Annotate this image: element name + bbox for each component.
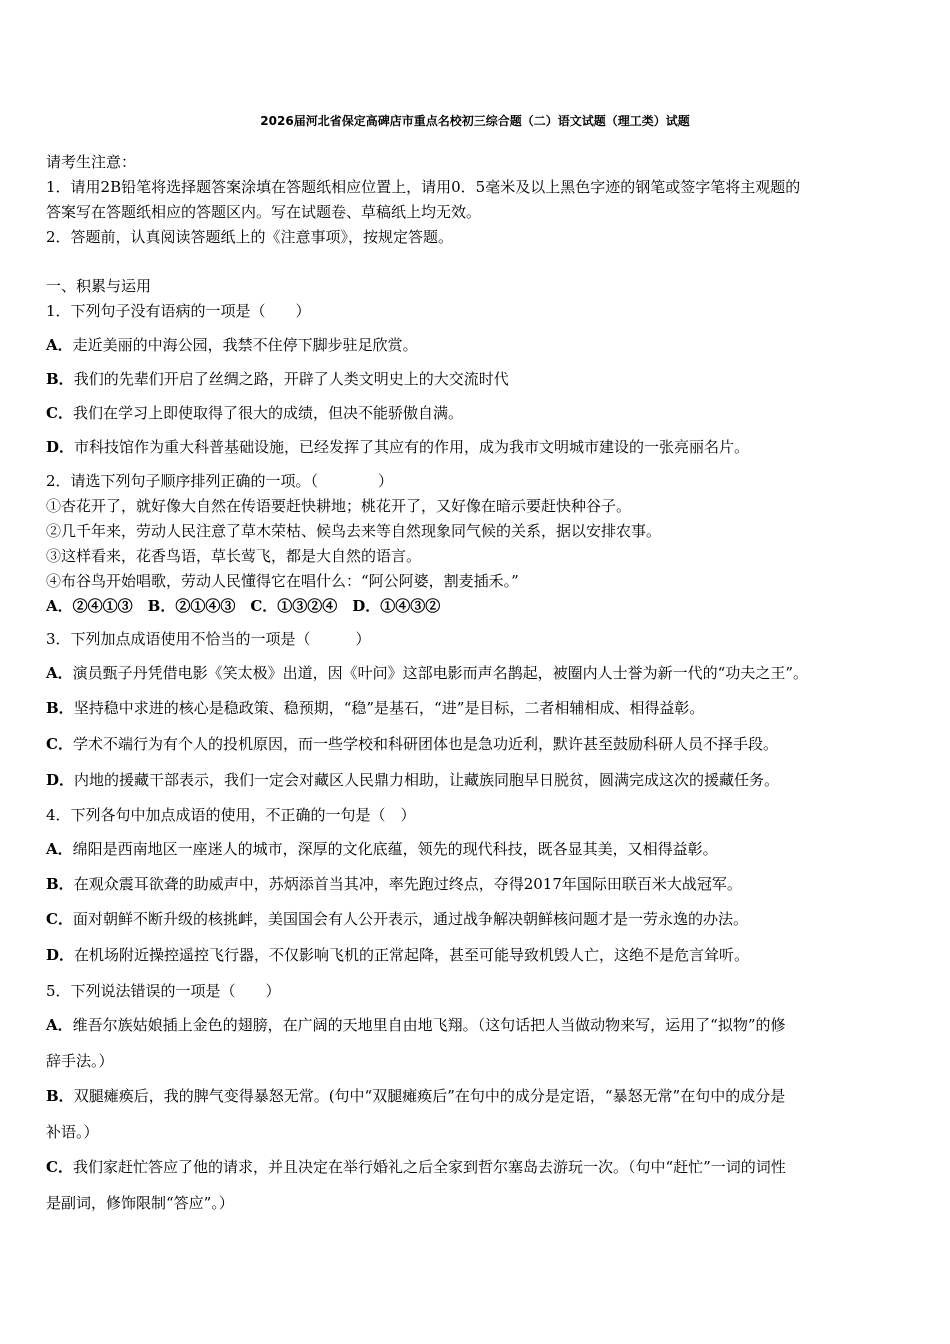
option-text: 绵阳是西南地区一座迷人的城市，深厚的文化底蕴，领先的现代科技，既各显其美，又相得益彰。 — [72, 840, 718, 858]
option-label: B． — [46, 370, 74, 388]
question-3-option-c — [46, 734, 778, 754]
question-5-option-b-line-1 — [46, 1086, 785, 1106]
question-4-option-a — [46, 839, 718, 859]
question-4-option-b — [46, 874, 742, 894]
question-3-option-b — [46, 698, 704, 718]
question-5-option-c-line-1 — [46, 1157, 786, 1177]
option-label: B． — [46, 699, 74, 717]
question-2-stem: 2．请选下列句子顺序排列正确的一项。（ ） — [46, 472, 394, 490]
question-5-option-a-line-2: 辞手法。） — [46, 1052, 114, 1070]
question-2-sentence-4: ④布谷鸟开始唱歌，劳动人民懂得它在唱什么：“阿公阿婆，割麦插禾。” — [46, 572, 519, 590]
option-label: A． — [46, 664, 73, 682]
option-text: 走近美丽的中海公园，我禁不住停下脚步驻足欣赏。 — [72, 336, 418, 354]
option-text: 坚持稳中求进的核心是稳政策、稳预期，“稳”是基石，“进”是目标，二者相辅相成、相得益彰。 — [73, 699, 705, 717]
question-3-option-d — [46, 770, 779, 790]
option-text: 学术不端行为有个人的投机原因，而一些学校和科研团体也是急功近利，默许甚至鼓励科研人员不择手段。 — [72, 735, 778, 753]
section-heading: 一、积累与运用 — [46, 277, 152, 295]
option-label: C． — [46, 404, 73, 422]
option-text: 演员甄子丹凭借电影《笑太极》出道，因《叶问》这部电影而声名鹊起，被圈内人士誉为新一代的“功夫之王”。 — [72, 664, 808, 682]
option-text: 双腿瘫痪后，我的脾气变得暴怒无常。(句中“双腿瘫痪后”在句中的成分是定语，“暴怒无常”在句中的成分是 — [73, 1087, 786, 1105]
question-2-sentence-1: ①杏花开了，就好像大自然在传语要赶快耕地；桃花开了，又好像在暗示要赶快种谷子。 — [46, 497, 632, 515]
notice-item-2: 2．答题前，认真阅读答题纸上的《注意事项》，按规定答题。 — [46, 228, 454, 246]
option-label: D． — [46, 771, 75, 789]
option-text: 在观众震耳欲聋的助威声中，苏炳添首当其冲，率先跑过终点，夺得2017年国际田联百米大战冠军。 — [73, 875, 742, 893]
question-1-option-a — [46, 335, 418, 355]
question-5-option-b-line-2: 补语。） — [46, 1123, 99, 1141]
option-label: D． — [46, 946, 75, 964]
option-label: B． — [46, 875, 74, 893]
option-label: B． — [46, 1087, 74, 1105]
option-label: C． — [46, 910, 73, 928]
option-text: 市科技馆作为重大科普基础设施，已经发挥了其应有的作用，成为我市文明城市建设的一张亮丽名片。 — [74, 438, 750, 456]
question-2-answers: A．②④①③ B．②①④③ C．①③②④ D．①④③② — [46, 597, 441, 615]
question-4-option-c — [46, 909, 748, 929]
question-3-stem: 3．下列加点成语使用不恰当的一项是（ ） — [46, 630, 371, 648]
option-text: 我们家赶忙答应了他的请求，并且决定在举行婚礼之后全家到哲尔塞岛去游玩一次。（句中“赶忙”一词的词性 — [72, 1158, 786, 1176]
question-5-stem: 5．下列说法错误的一项是（ ） — [46, 982, 281, 1000]
option-label: C． — [46, 735, 73, 753]
option-text: 内地的援藏干部表示，我们一定会对藏区人民鼎力相助，让藏族同胞早日脱贫，圆满完成这次的援藏任务。 — [74, 771, 780, 789]
question-4-stem: 4．下列各句中加点成语的使用，不正确的一句是（ ） — [46, 806, 416, 824]
option-label: A． — [46, 336, 73, 354]
option-text: 在机场附近操控遥控飞行器，不仅影响飞机的正常起降，甚至可能导致机毁人亡，这绝不是危言耸听。 — [74, 946, 750, 964]
option-text: 面对朝鲜不断升级的核挑衅，美国国会有人公开表示，通过战争解决朝鲜核问题才是一劳永逸的办法。 — [72, 910, 748, 928]
notice-heading: 请考生注意： — [46, 153, 137, 171]
document-title: 2026届河北省保定高碑店市重点名校初三综合题（二）语文试题（理工类）试题 — [260, 114, 690, 128]
question-2-sentence-2: ②几千年来，劳动人民注意了草木荣枯、候鸟去来等自然现象同气候的关系，据以安排农事。 — [46, 522, 662, 540]
question-3-option-a — [46, 663, 808, 683]
question-1-stem: 1．下列句子没有语病的一项是（ ） — [46, 302, 311, 320]
question-1-option-d — [46, 437, 749, 457]
option-text: 维吾尔族姑娘插上金色的翅膀，在广阔的天地里自由地飞翔。（这句话把人当做动物来写，运用了“拟物”的修 — [72, 1016, 786, 1034]
option-text: 我们在学习上即使取得了很大的成绩，但决不能骄傲自满。 — [72, 404, 463, 422]
question-4-option-d — [46, 945, 749, 965]
question-5-option-a-line-1 — [46, 1015, 785, 1035]
question-1-option-c — [46, 403, 463, 423]
option-label: D． — [46, 438, 75, 456]
option-label: C． — [46, 1158, 73, 1176]
option-text: 我们的先辈们开启了丝绸之路，开辟了人类文明史上的大交流时代 — [73, 370, 509, 388]
notice-item-1-line-1: 1．请用2B铅笔将选择题答案涂填在答题纸相应位置上，请用0．5毫米及以上黑色字迹的钢笔或签字笔将主观题的 — [46, 178, 801, 196]
question-2-sentence-3: ③这样看来，花香鸟语，草长莺飞，都是大自然的语言。 — [46, 547, 422, 565]
option-label: A． — [46, 840, 73, 858]
question-5-option-c-line-2: 是副词，修饰限制“答应”。） — [46, 1194, 234, 1212]
question-1-option-b — [46, 369, 509, 389]
notice-item-1-line-2: 答案写在答题纸相应的答题区内。写在试题卷、草稿纸上均无效。 — [46, 203, 482, 221]
option-label: A． — [46, 1016, 73, 1034]
